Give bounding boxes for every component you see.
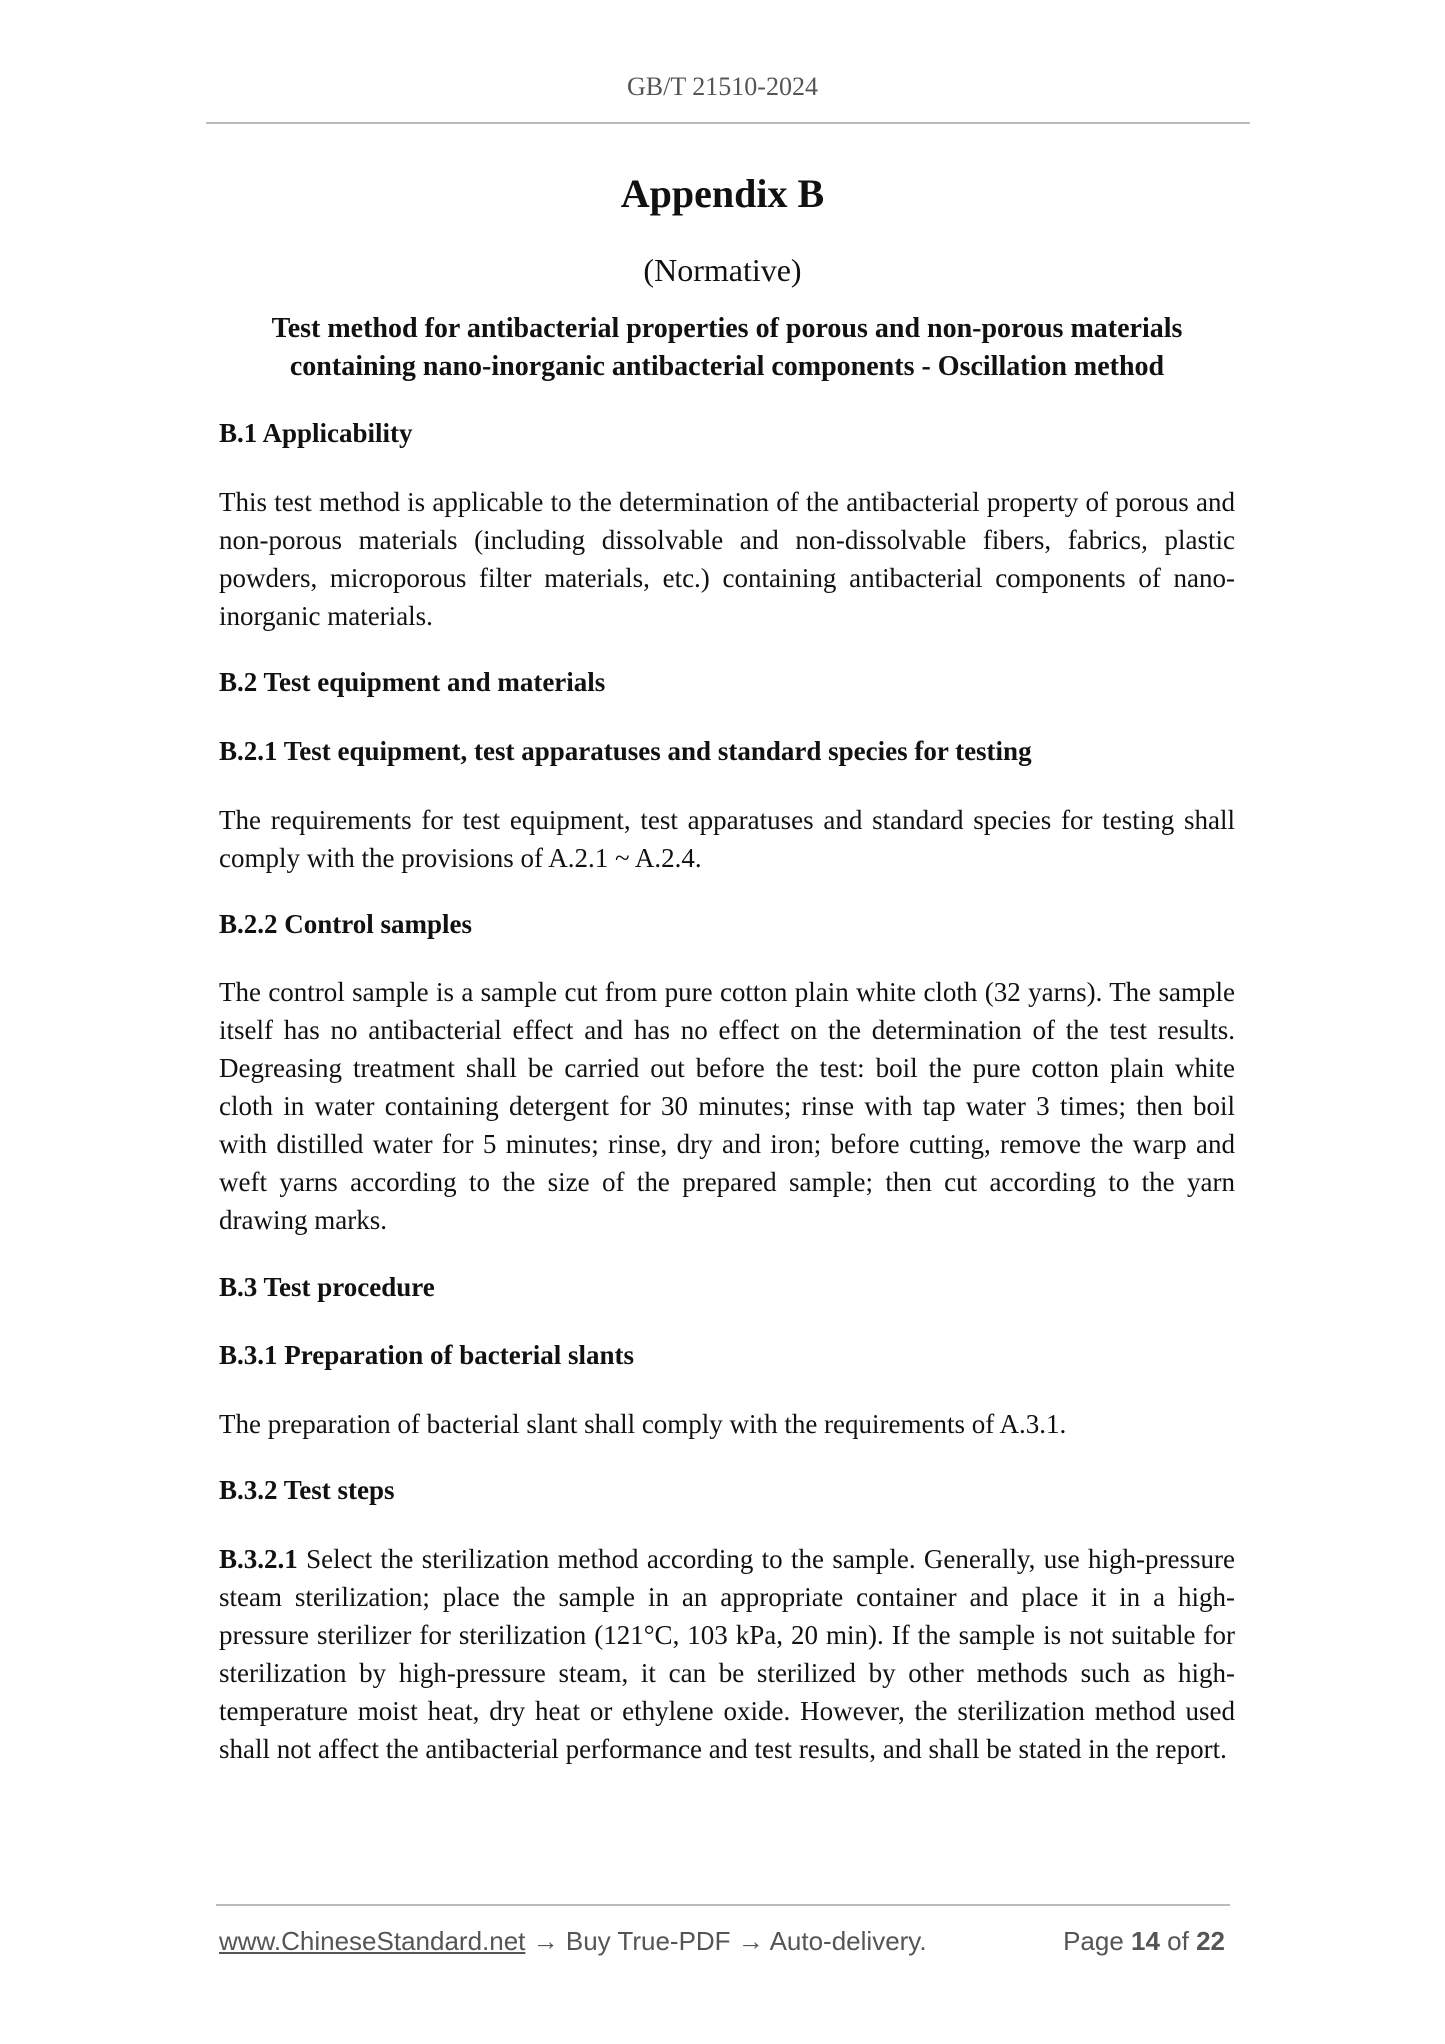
footer-divider <box>216 1904 1230 1906</box>
of-label: of <box>1159 1926 1197 1956</box>
appendix-subtitle: Test method for antibacterial properties of porous and non-porous materials containing nano-inorganic antibacterial components - Oscillation method <box>271 313 1183 382</box>
footer-promo <box>219 1926 927 1957</box>
clause-label: B.3.2.1 <box>219 1544 298 1574</box>
total-pages: 22 <box>1196 1926 1225 1956</box>
heading-b22: B.2.2 Control samples <box>219 909 473 939</box>
paragraph-b22: The control sample is a sample cut from pure cotton plain white cloth (32 yarns). The sample itself has no antibacterial effect and has no effect on the determination of the test results. Degreasing treatment shall be carried out before the test: boil the pure cotton plain white cloth in water containing detergent for 30 minutes; rinse with tap water 3 times; then boil with distilled water for 5 minutes; rinse, dry and iron; before cutting, remove the warp and weft yarns according to the size of the prepared sample; then cut according to the yarn drawing marks. <box>219 977 1235 1235</box>
heading-b32: B.3.2 Test steps <box>219 1475 395 1505</box>
normative-label: (Normative) <box>643 252 802 288</box>
paragraph-b31: The preparation of bacterial slant shall comply with the requirements of A.3.1. <box>219 1409 1067 1439</box>
promo-text: → Buy True-PDF → Auto-delivery. <box>525 1926 927 1956</box>
website-link[interactable]: www.ChineseStandard.net <box>219 1926 526 1956</box>
clause-text: Select the sterilization method according to the sample. Generally, use high-pressure steam sterilization; place the sample in an appropriate container and place it in a high-pressure sterilizer for sterilization (121°C, 103 kPa, 20 min). If the sample is not suitable for sterilization by high-pressure steam, it can be sterilized by other methods such as high-temperature moist heat, dry heat or ethylene oxide. However, the sterilization method used shall not affect the antibacterial performance and test results, and shall be stated in the report. <box>219 1544 1235 1764</box>
heading-b31: B.3.1 Preparation of bacterial slants <box>219 1340 634 1370</box>
heading-b21: B.2.1 Test equipment, test apparatuses and standard species for testing <box>219 736 1032 766</box>
page-number <box>1063 1926 1225 1957</box>
paragraph-b1: This test method is applicable to the determination of the antibacterial property of porous and non-porous materials (including dissolvable and non-dissolvable fibers, fabrics, plastic powders, microporous filter materials, etc.) containing antibacterial components of nano-inorganic materials. <box>219 487 1235 631</box>
heading-b2: B.2 Test equipment and materials <box>219 667 606 697</box>
paragraph-b21: The requirements for test equipment, test apparatuses and standard species for testing shall comply with the provisions of A.2.1 ~ A.2.4. <box>219 805 1235 873</box>
header-divider <box>206 122 1250 124</box>
current-page: 14 <box>1131 1926 1160 1956</box>
paragraph-b321 <box>219 1540 1235 1768</box>
heading-b3: B.3 Test procedure <box>219 1272 435 1302</box>
page-label: Page <box>1063 1926 1132 1956</box>
appendix-title: Appendix B <box>620 171 825 216</box>
running-header: GB/T 21510-2024 <box>627 72 818 101</box>
heading-b1: B.1 Applicability <box>219 418 413 448</box>
